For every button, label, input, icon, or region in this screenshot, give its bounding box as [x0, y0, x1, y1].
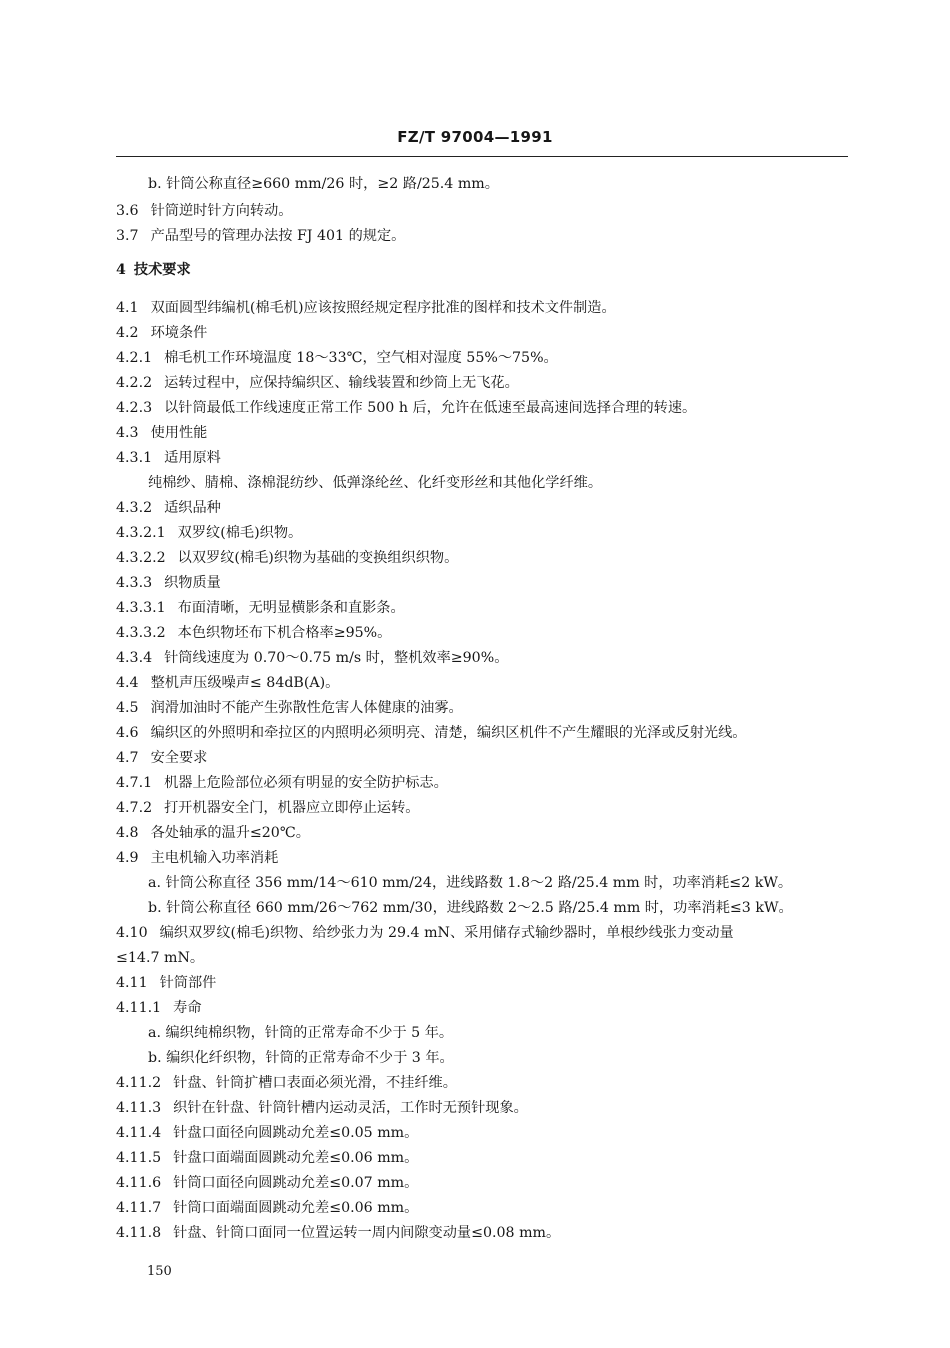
- clause-4-3-1: 4.3.1 适用原料: [116, 450, 221, 466]
- clause-4-9-b: b. 针筒公称直径 660 mm/26～762 mm/30，进线路数 2～2.5 路/25.4 mm 时，功率消耗≤3 kW。: [148, 900, 793, 916]
- clause-4-2: 4.2 环境条件: [116, 325, 208, 341]
- clause-4-7: 4.7 安全要求: [116, 750, 208, 766]
- clause-4-3: 4.3 使用性能: [116, 425, 208, 441]
- clause-4-3-2-2: 4.3.2.2 以双罗纹(棉毛)织物为基础的变换组织织物。: [116, 550, 459, 566]
- clause-3-6: 3.6 针筒逆时针方向转动。: [116, 203, 293, 219]
- clause-4-11-3: 4.11.3 织针在针盘、针筒针槽内运动灵活，工作时无预针现象。: [116, 1100, 528, 1116]
- clause-4-3-3: 4.3.3 织物质量: [116, 575, 221, 591]
- clause-4-9-a: a. 针筒公称直径 356 mm/14～610 mm/24，进线路数 1.8～2 路/25.4 mm 时，功率消耗≤2 kW。: [148, 875, 793, 891]
- clause-4-3-4: 4.3.4 针筒线速度为 0.70～0.75 m/s 时，整机效率≥90%。: [116, 650, 509, 666]
- clause-4-11-5: 4.11.5 针盘口面端面圆跳动允差≤0.06 mm。: [116, 1150, 419, 1166]
- clause-4-11-2: 4.11.2 针盘、针筒扩槽口表面必须光滑，不挂纤维。: [116, 1075, 457, 1091]
- clause-4-1: 4.1 双面圆型纬编机(棉毛机)应该按照经规定程序批准的图样和技术文件制造。: [116, 300, 616, 316]
- clause-3-7: 3.7 产品型号的管理办法按 FJ 401 的规定。: [116, 228, 406, 244]
- standard-code-header: FZ/T 97004—1991: [397, 128, 553, 146]
- clause-4-5: 4.5 润滑加油时不能产生弥散性危害人体健康的油雾。: [116, 700, 463, 716]
- clause-4-11: 4.11 针筒部件: [116, 975, 217, 991]
- clause-4-6: 4.6 编织区的外照明和牵拉区的内照明必须明亮、清楚，编织区机件不产生耀眼的光泽或反射光线。: [116, 725, 747, 741]
- clause-4-8: 4.8 各处轴承的温升≤20℃。: [116, 825, 310, 841]
- clause-4-11-1-b: b. 编织化纤织物，针筒的正常寿命不少于 3 年。: [148, 1050, 454, 1066]
- clause-4-11-8: 4.11.8 针盘、针筒口面同一位置运转一周内间隙变动量≤0.08 mm。: [116, 1225, 561, 1241]
- section-4-heading: 4 技术要求: [116, 262, 191, 278]
- clause-4-11-1: 4.11.1 寿命: [116, 1000, 202, 1016]
- clause-4-11-7: 4.11.7 针筒口面端面圆跳动允差≤0.06 mm。: [116, 1200, 419, 1216]
- clause-3-5-b: b. 针筒公称直径≥660 mm/26 时，≥2 路/25.4 mm。: [148, 176, 499, 192]
- clause-4-2-2: 4.2.2 运转过程中，应保持编织区、输线装置和纱筒上无飞花。: [116, 375, 519, 391]
- clause-4-2-1: 4.2.1 棉毛机工作环境温度 18～33℃，空气相对湿度 55%～75%。: [116, 350, 558, 366]
- clause-4-4: 4.4 整机声压级噪声≤ 84dB(A)。: [116, 675, 340, 691]
- clause-4-3-3-2: 4.3.3.2 本色织物坯布下机合格率≥95%。: [116, 625, 392, 641]
- clause-4-2-3: 4.2.3 以针筒最低工作线速度正常工作 500 h 后，允许在低速至最高速间选择合理的转速。: [116, 400, 697, 416]
- page-number: 150: [147, 1264, 172, 1279]
- clause-4-9: 4.9 主电机输入功率消耗: [116, 850, 279, 866]
- clause-4-3-3-1: 4.3.3.1 布面清晰，无明显横影条和直影条。: [116, 600, 405, 616]
- clause-4-7-1: 4.7.1 机器上危险部位必须有明显的安全防护标志。: [116, 775, 448, 791]
- clause-4-7-2: 4.7.2 打开机器安全门，机器应立即停止运转。: [116, 800, 420, 816]
- clause-4-10-continued: ≤14.7 mN。: [116, 950, 205, 966]
- clause-4-3-2-1: 4.3.2.1 双罗纹(棉毛)织物。: [116, 525, 303, 541]
- clause-4-10: 4.10 编织双罗纹(棉毛)织物、给纱张力为 29.4 mN、采用储存式输纱器时，单根纱线张力变动量: [116, 925, 734, 941]
- clause-4-11-6: 4.11.6 针筒口面径向圆跳动允差≤0.07 mm。: [116, 1175, 419, 1191]
- clause-4-11-4: 4.11.4 针盘口面径向圆跳动允差≤0.05 mm。: [116, 1125, 419, 1141]
- clause-4-3-2: 4.3.2 适织品种: [116, 500, 221, 516]
- clause-4-11-1-a: a. 编织纯棉织物，针筒的正常寿命不少于 5 年。: [148, 1025, 454, 1041]
- clause-4-3-1-body: 纯棉纱、腈棉、涤棉混纺纱、低弹涤纶丝、化纤变形丝和其他化学纤维。: [148, 475, 603, 491]
